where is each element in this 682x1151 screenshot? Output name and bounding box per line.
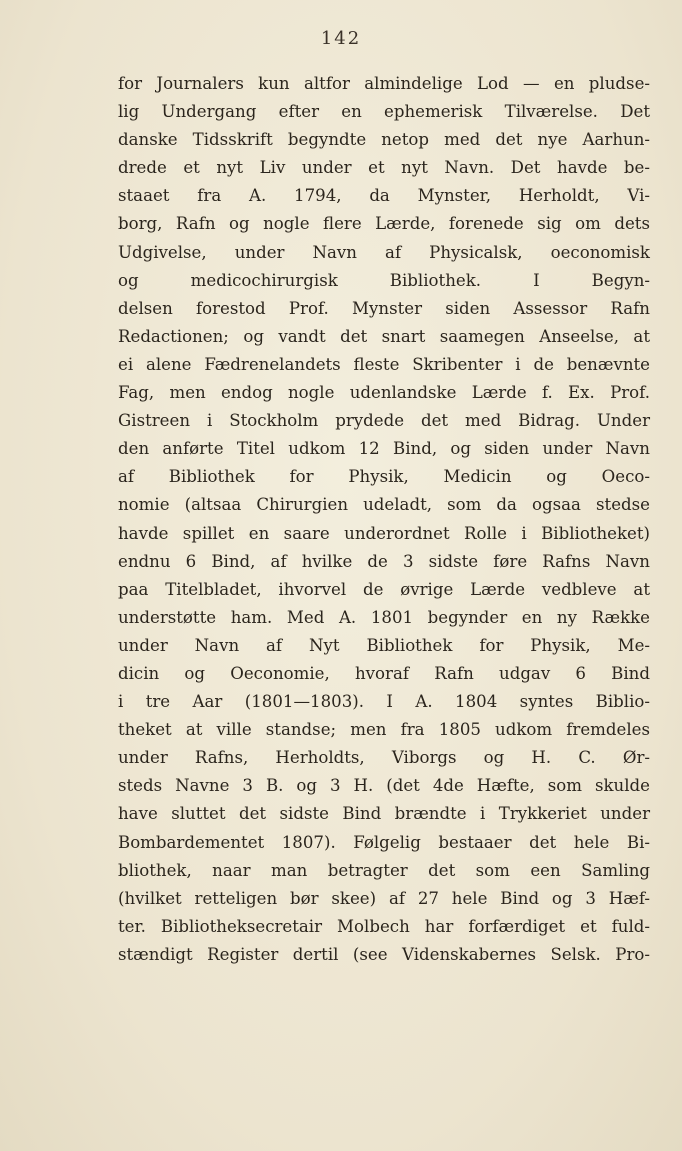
page-number: 142 [320,28,362,49]
body-text [118,70,650,969]
text-line: under Navn af Nyt Bibliothek for Physik, Me- [118,635,650,655]
text-line: af Bibliothek for Physik, Medicin og Oeco- [118,467,650,487]
text-line: i tre Aar (1801—1803). I A. 1804 syntes Biblio- [118,692,650,712]
text-line: understøtte ham. Med A. 1801 begynder en ny Række [118,607,650,627]
text-line: den anførte Titel udkom 12 Bind, og siden under Navn [118,439,650,459]
text-line: Gistreen i Stockholm prydede det med Bidrag. Under [118,411,650,431]
text-line: ei alene Fædrenelandets fleste Skribenter i de benævnte [118,354,650,374]
text-line: stændigt Register dertil (see Videnskabernes Selsk. Pro- [118,944,650,964]
text-line: Udgivelse, under Navn af Physicalsk, oeconomisk [118,242,650,262]
text-line: havde spillet en saare underordnet Rolle i Bibliotheket) [118,523,650,543]
text-line: under Rafns, Herholdts, Viborgs og H. C. Ør- [118,748,650,768]
text-line: ter. Bibliotheksecretair Molbech har forfærdiget et fuld- [118,916,650,936]
text-line: have sluttet det sidste Bind brændte i Trykkeriet under [118,804,650,824]
text-line: Bombardementet 1807). Følgelig bestaaer det hele Bi- [118,832,650,852]
text-line: steds Navne 3 B. og 3 H. (det 4de Hæfte, som skulde [118,776,650,796]
text-line: danske Tidsskrift begyndte netop med det nye Aarhun- [118,130,650,150]
text-line: (hvilket retteligen bør skee) af 27 hele Bind og 3 Hæf- [118,888,650,908]
text-line: Redactionen; og vandt det snart saamegen Anseelse, at [118,326,650,346]
text-line: Fag, men endog nogle udenlandske Lærde f. Ex. Prof. [118,383,650,403]
text-line: delsen forestod Prof. Mynster siden Assessor Rafn [118,298,650,318]
text-line: for Journalers kun altfor almindelige Lod — en pludse- [118,74,650,93]
text-line: endnu 6 Bind, af hvilke de 3 sidste føre Rafns Navn [118,551,650,571]
text-line: nomie (altsaa Chirurgien udeladt, som da ogsaa stedse [118,495,650,515]
text-line: drede et nyt Liv under et nyt Navn. Det havde be- [118,158,650,178]
text-line: lig Undergang efter en ephemerisk Tilværelse. Det [118,102,650,122]
text-line: dicin og Oeconomie, hvoraf Rafn udgav 6 Bind [118,663,650,683]
text-line: bliothek, naar man betragter det som een Samling [118,860,650,880]
text-line: theket at ville standse; men fra 1805 udkom fremdeles [118,720,650,740]
text-line: staaet fra A. 1794, da Mynster, Herholdt, Vi- [118,186,650,206]
text-line: paa Titelbladet, ihvorvel de øvrige Lærde vedbleve at [118,579,650,599]
text-line: borg, Rafn og nogle flere Lærde, forenede sig om dets [118,214,650,234]
text-line: og medicochirurgisk Bibliothek. I Begyn- [118,270,650,290]
